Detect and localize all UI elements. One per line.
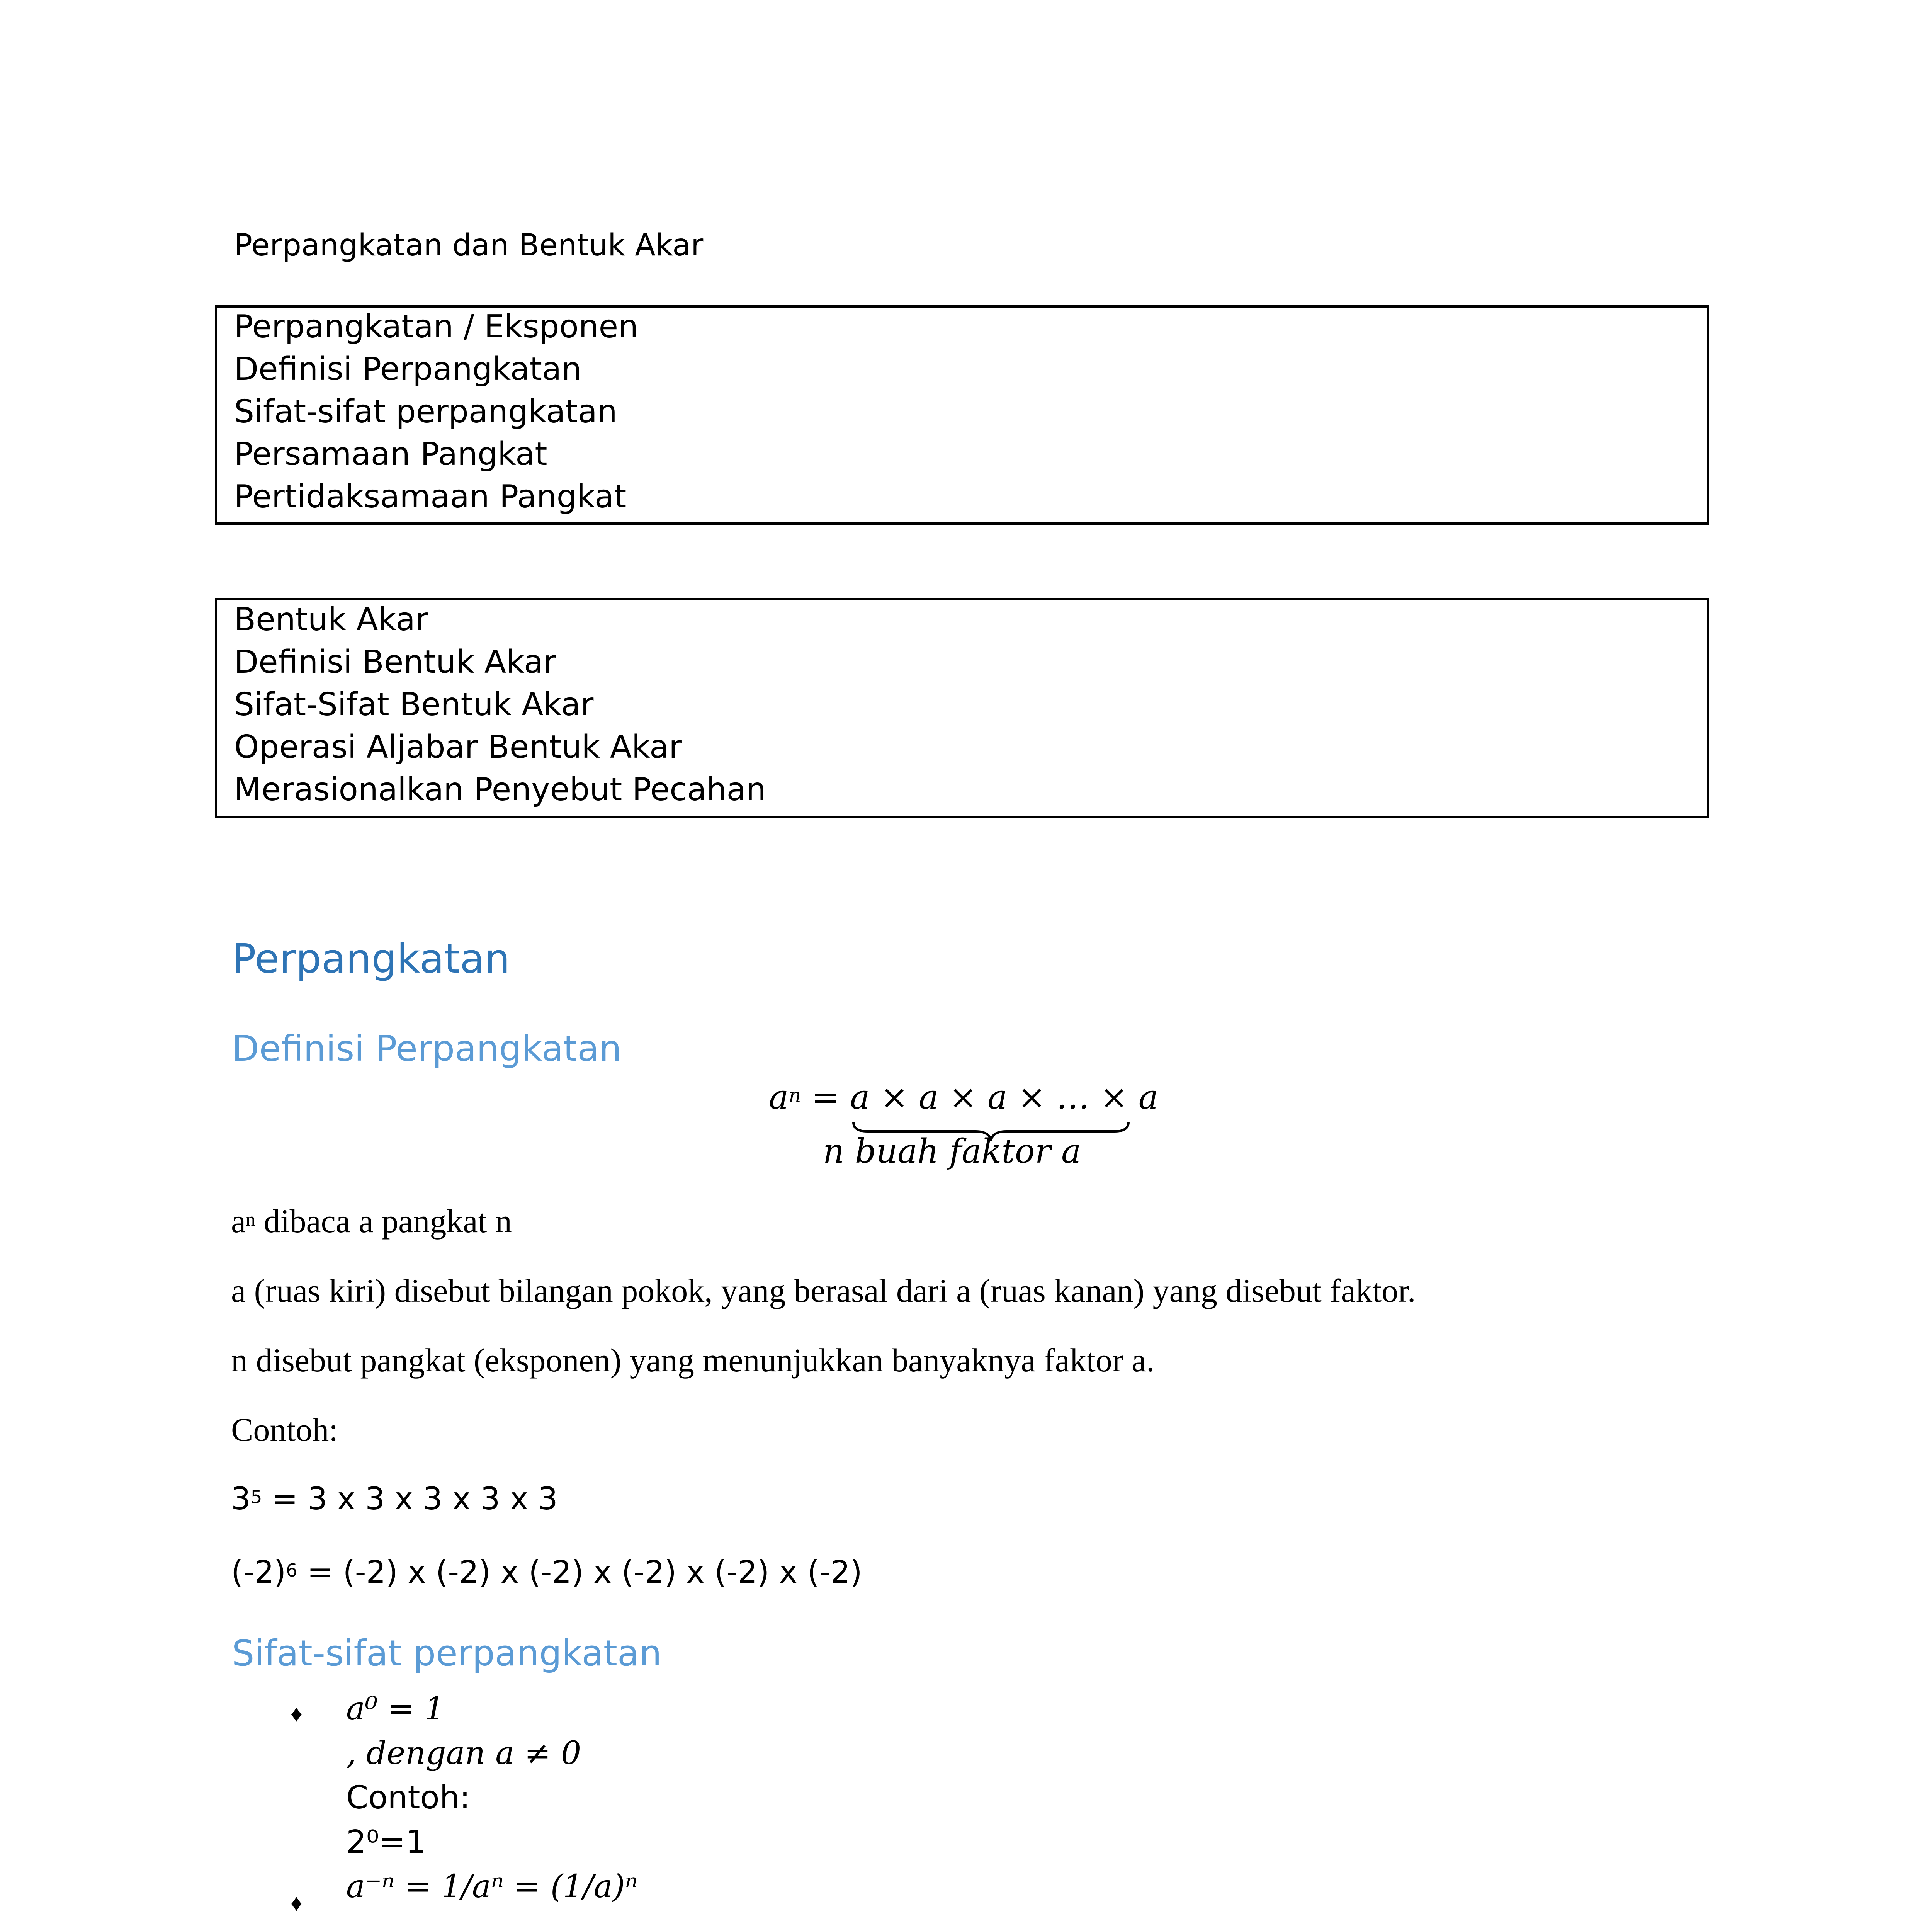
- property-condition: , dengan a ≠ 0: [346, 1735, 581, 1772]
- toc-item: Definisi Perpangkatan: [234, 351, 582, 388]
- example-line: [231, 1554, 862, 1590]
- properties-heading: Sifat-sifat perpangkatan: [232, 1633, 662, 1674]
- example-line: [231, 1481, 558, 1517]
- toc-item: Sifat-Sifat Bentuk Akar: [234, 686, 594, 723]
- example-rhs: = (-2) x (-2) x (-2) x (-2) x (-2) x (-2): [297, 1554, 862, 1590]
- toc-item: Pertidaksamaan Pangkat: [234, 478, 627, 515]
- example-label: Contoh:: [231, 1411, 338, 1448]
- toc-box-bentuk-akar: [215, 598, 1709, 818]
- toc-item: Sifat-sifat perpangkatan: [234, 393, 617, 430]
- example-base: 3: [231, 1481, 251, 1517]
- toc-item: Operasi Aljabar Bentuk Akar: [234, 729, 682, 765]
- paragraph: n disebut pangkat (eksponen) yang menunjukkan banyaknya faktor a.: [231, 1342, 1155, 1379]
- contoh-label: Contoh:: [346, 1779, 471, 1816]
- toc-item: Perpangkatan / Eksponen: [234, 308, 639, 345]
- example-rhs: = 3 x 3 x 3 x 3 x 3: [262, 1481, 558, 1517]
- example-exp: 6: [286, 1560, 297, 1581]
- read-as-text: dibaca a pangkat n: [255, 1202, 512, 1240]
- underbrace-label: n buah faktor a: [823, 1132, 1081, 1171]
- property-example: 2⁰=1: [346, 1824, 426, 1861]
- section-heading: Perpangkatan: [232, 935, 510, 982]
- property-formula: a⁻ⁿ = 1/aⁿ = (1/a)ⁿ: [346, 1868, 638, 1905]
- read-as-base: a: [231, 1202, 246, 1240]
- toc-box-perpangkatan: [215, 305, 1709, 525]
- bullet-icon: ♦: [291, 1890, 303, 1916]
- toc-item: Definisi Bentuk Akar: [234, 644, 557, 680]
- formula-rhs: a × a × a × … × a: [850, 1078, 1159, 1117]
- bullet-icon: ♦: [291, 1701, 303, 1726]
- toc-item: Persamaan Pangkat: [234, 436, 547, 473]
- page-title: Perpangkatan dan Bentuk Akar: [234, 228, 704, 263]
- read-as-exp: n: [246, 1208, 256, 1230]
- definition-formula: $a^n = a \times a \times a$ × … × a: [769, 1078, 1159, 1117]
- toc-item: Merasionalkan Penyebut Pecahan: [234, 771, 766, 808]
- property-formula: a⁰ = 1: [346, 1690, 445, 1727]
- formula-base: a: [769, 1078, 789, 1117]
- toc-item: Bentuk Akar: [234, 601, 428, 638]
- example-exp: 5: [250, 1486, 262, 1507]
- definition-heading: Definisi Perpangkatan: [232, 1028, 622, 1069]
- example-base: (-2): [231, 1554, 286, 1590]
- formula-exp: n: [789, 1084, 801, 1107]
- read-as-line: [231, 1202, 512, 1240]
- paragraph: a (ruas kiri) disebut bilangan pokok, yang berasal dari a (ruas kanan) yang disebut faktor.: [231, 1272, 1416, 1309]
